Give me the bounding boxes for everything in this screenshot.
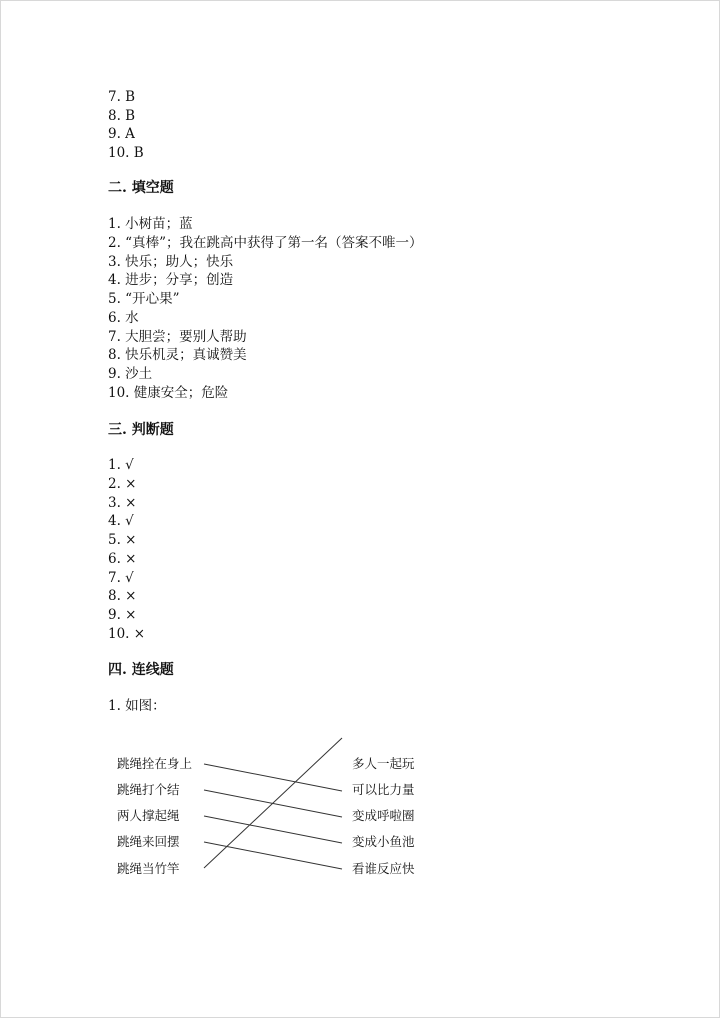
answer-line: 7. √ [108,570,134,586]
connector-line [204,816,342,843]
right-item: 看谁反应快 [352,861,415,876]
answer-line: 10. B [108,145,144,161]
connector-line [204,738,342,868]
answer-line: 7. 大胆尝；要别人帮助 [108,329,247,345]
section-heading: 三. 判断题 [108,422,174,438]
answer-line: 9. A [108,126,135,142]
answer-line: 5. “开心果” [108,291,180,307]
answer-line: 2. × [108,476,137,492]
answer-line: 3. 快乐；助人；快乐 [108,254,234,270]
connector-line [204,764,342,791]
answer-line: 2. “真棒”；我在跳高中获得了第一名（答案不唯一） [108,235,423,251]
right-item: 多人一起玩 [352,756,415,771]
section-heading: 四. 连线题 [108,662,174,678]
answer-line: 6. 水 [108,310,139,326]
answer-line: 4. √ [108,513,134,529]
right-item: 变成呼啦圈 [352,808,415,823]
answer-line: 6. × [108,551,137,567]
right-item: 可以比力量 [352,782,415,797]
answer-line: 4. 进步；分享；创造 [108,272,234,288]
answer-line: 7. B [108,89,136,105]
left-item: 跳绳拴在身上 [117,756,193,771]
left-item: 跳绳来回摆 [117,834,180,849]
left-item: 跳绳打个结 [117,782,180,797]
answer-line: 1. √ [108,457,134,473]
answer-line: 9. × [108,607,137,623]
answer-line: 1. 如图： [108,698,166,714]
answer-line: 10. 健康安全；危险 [108,385,229,401]
answer-line: 10. × [108,626,146,642]
connector-line [204,842,342,869]
left-item: 跳绳当竹竿 [117,861,180,876]
right-item: 变成小鱼池 [352,834,415,849]
section-heading: 二. 填空题 [108,180,174,196]
answer-line: 8. 快乐机灵；真诚赞美 [108,347,247,363]
left-item: 两人撑起绳 [117,808,180,823]
answer-line: 8. B [108,108,136,124]
answer-line: 9. 沙土 [108,366,153,382]
answer-line: 3. × [108,495,137,511]
answer-line: 5. × [108,532,137,548]
answer-line: 8. × [108,588,137,604]
answer-line: 1. 小树苗；蓝 [108,216,193,232]
